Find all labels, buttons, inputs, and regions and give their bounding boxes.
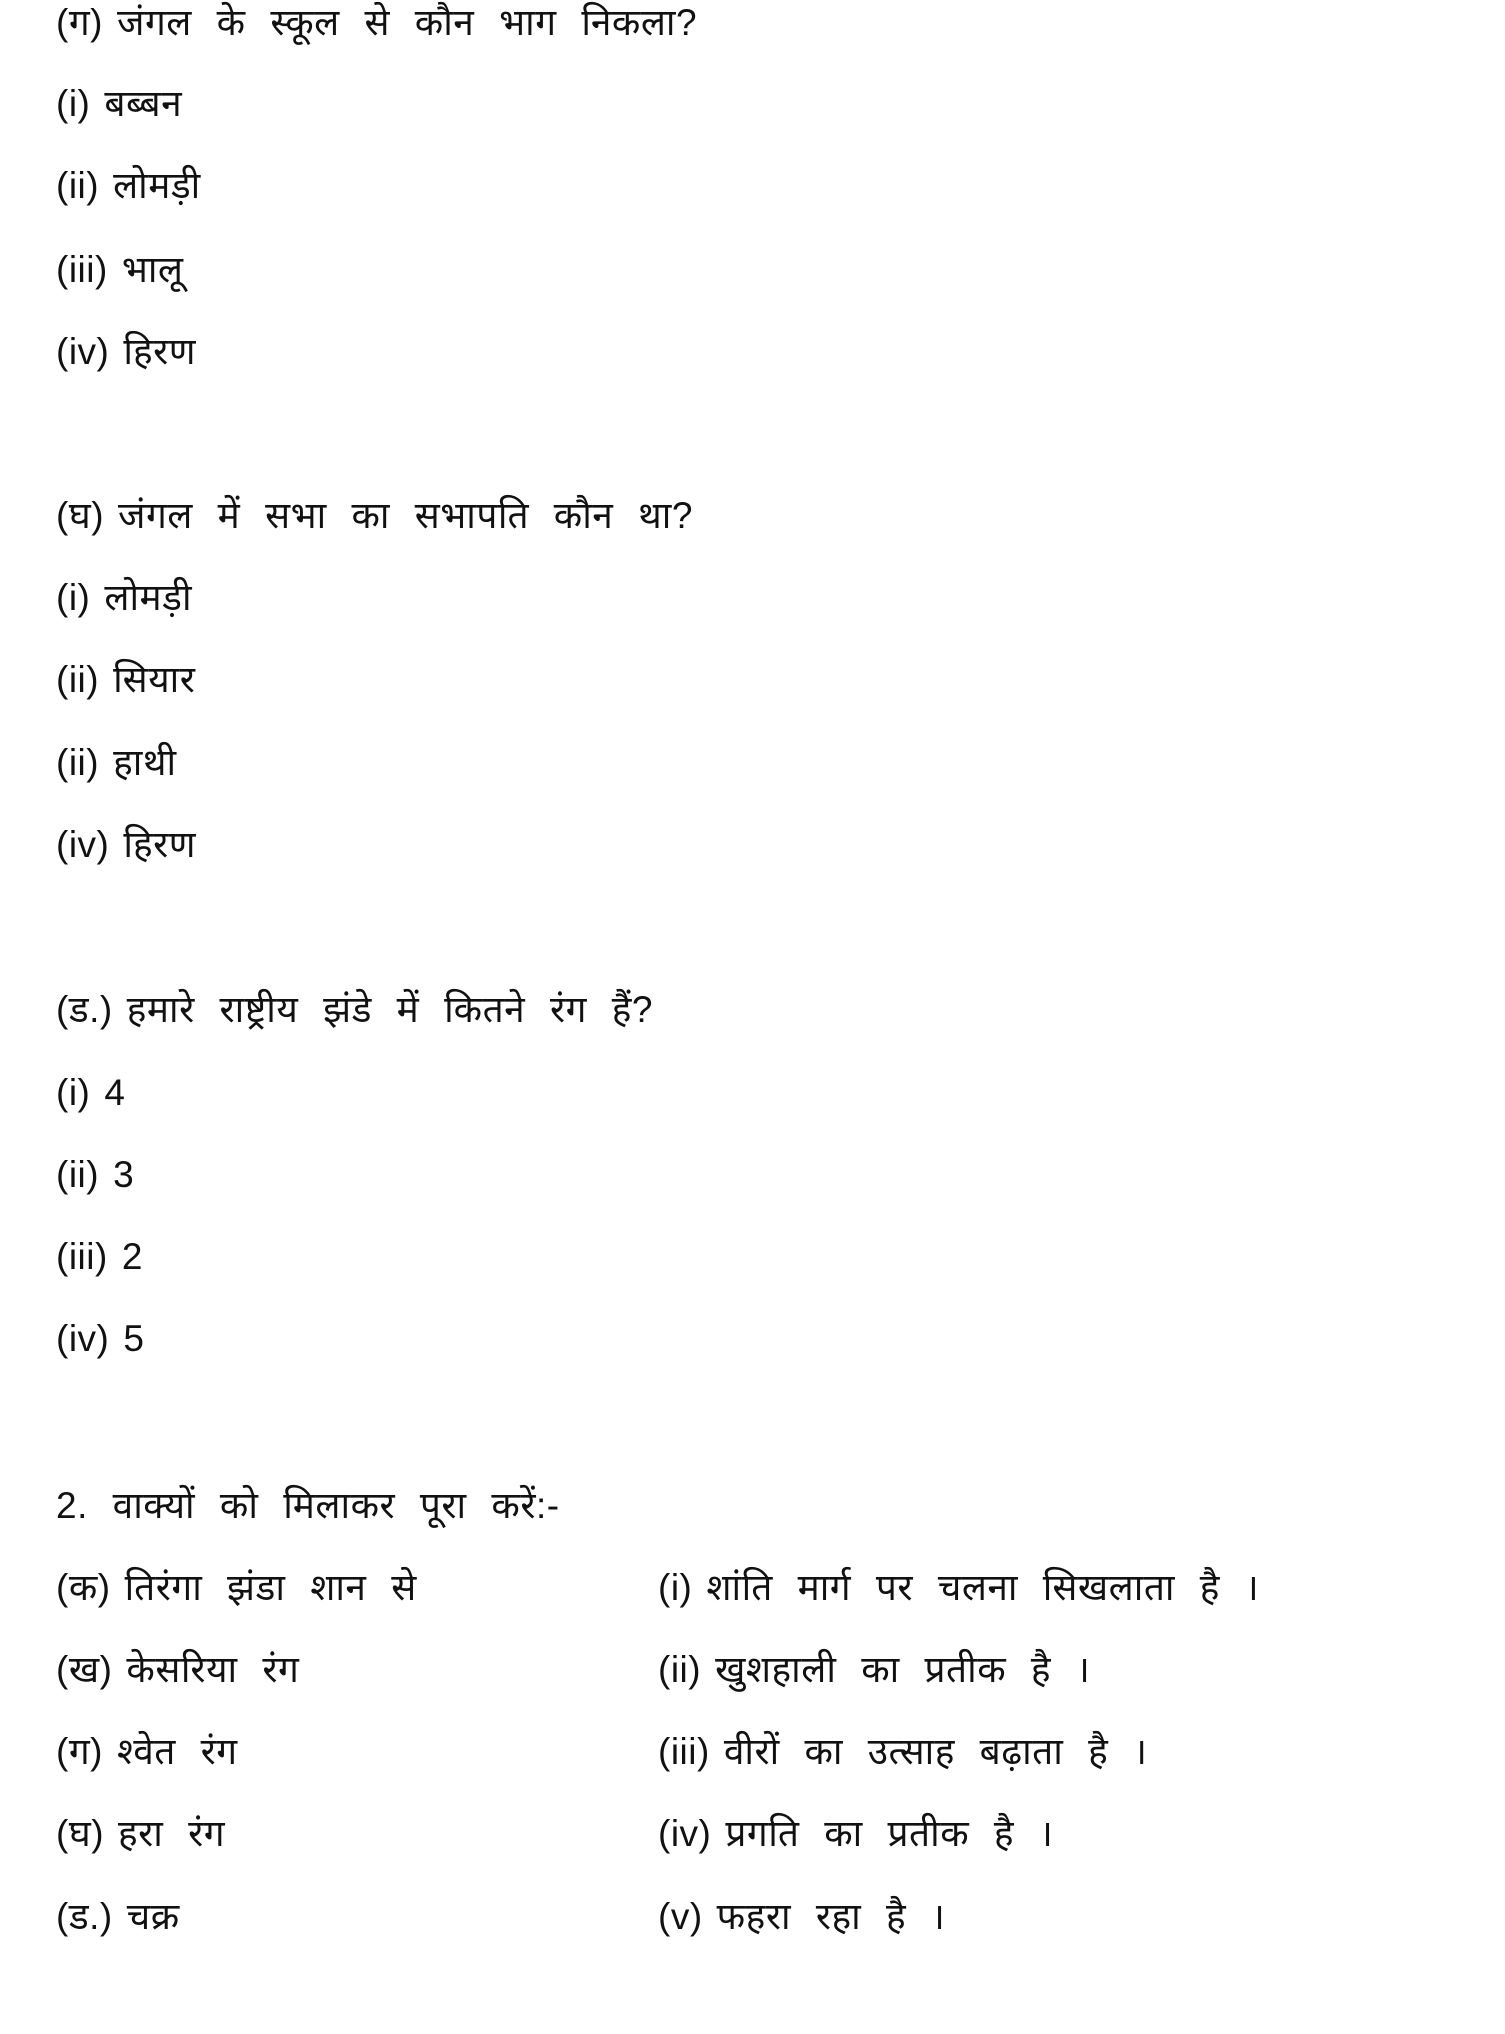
matching-right-marker: (i) bbox=[658, 1567, 693, 1608]
option-marker: (iv) bbox=[56, 1318, 110, 1359]
matching-left-marker: (घ) bbox=[56, 1813, 105, 1854]
matching-right-text: शांति मार्ग पर चलना सिखलाता है । bbox=[706, 1567, 1260, 1608]
option-item bbox=[56, 322, 196, 382]
option-marker: (ii) bbox=[56, 165, 100, 206]
option-marker: (iv) bbox=[56, 824, 110, 865]
matching-left-item bbox=[56, 1640, 299, 1700]
option-item bbox=[56, 1309, 144, 1369]
option-marker: (i) bbox=[56, 1072, 91, 1113]
option-text: 5 bbox=[123, 1318, 145, 1359]
option-text: लोमड़ी bbox=[104, 577, 193, 618]
matching-left-text: चक्र bbox=[126, 1896, 180, 1937]
option-item bbox=[56, 240, 184, 300]
option-item bbox=[56, 1227, 143, 1287]
question-marker: (घ) bbox=[56, 495, 105, 536]
matching-left-text: हरा रंग bbox=[118, 1813, 226, 1854]
matching-right-text: वीरों का उत्साह बढ़ाता है । bbox=[723, 1731, 1148, 1772]
matching-right-item bbox=[658, 1887, 945, 1947]
matching-left-item bbox=[56, 1887, 180, 1947]
option-item bbox=[56, 568, 192, 628]
matching-right-text: खुशहाली का प्रतीक है । bbox=[715, 1649, 1091, 1690]
option-marker: (ii) bbox=[56, 1154, 100, 1195]
question-heading bbox=[56, 980, 653, 1040]
option-text: हाथी bbox=[113, 742, 177, 783]
question-heading bbox=[56, 0, 697, 53]
matching-heading: 2. वाक्यों को मिलाकर पूरा करें:- bbox=[56, 1485, 560, 1526]
matching-left-text: श्वेत रंग bbox=[116, 1731, 238, 1772]
option-item bbox=[56, 74, 182, 134]
option-marker: (i) bbox=[56, 577, 91, 618]
matching-left-marker: (क) bbox=[56, 1567, 111, 1608]
option-text: भालू bbox=[121, 249, 184, 290]
matching-right-item bbox=[658, 1640, 1090, 1700]
matching-right-text: फहरा रहा है । bbox=[716, 1896, 946, 1937]
matching-left-item bbox=[56, 1722, 238, 1782]
option-text: बब्बन bbox=[104, 83, 183, 124]
question-text: जंगल में सभा का सभापति कौन था? bbox=[118, 495, 693, 536]
question-marker: (ड.) bbox=[56, 989, 113, 1030]
option-item bbox=[56, 733, 177, 793]
matching-right-marker: (iii) bbox=[658, 1731, 710, 1772]
matching-left-item bbox=[56, 1804, 225, 1864]
option-text: हिरण bbox=[123, 331, 196, 372]
option-text: 2 bbox=[121, 1236, 143, 1277]
option-text: सियार bbox=[113, 659, 196, 700]
question-heading bbox=[56, 486, 693, 546]
matching-left-text: केसरिया रंग bbox=[126, 1649, 300, 1690]
matching-right-marker: (ii) bbox=[658, 1649, 702, 1690]
option-marker: (i) bbox=[56, 83, 91, 124]
option-marker: (iii) bbox=[56, 249, 108, 290]
matching-right-item bbox=[658, 1804, 1053, 1864]
question-marker: (ग) bbox=[56, 2, 103, 43]
option-item bbox=[56, 815, 196, 875]
matching-left-marker: (ख) bbox=[56, 1649, 113, 1690]
question-text: हमारे राष्ट्रीय झंडे में कितने रंग हैं? bbox=[126, 989, 653, 1030]
matching-left-marker: (ड.) bbox=[56, 1896, 113, 1937]
option-marker: (ii) bbox=[56, 659, 100, 700]
option-item bbox=[56, 650, 195, 710]
matching-right-item bbox=[658, 1722, 1148, 1782]
matching-left-marker: (ग) bbox=[56, 1731, 103, 1772]
option-marker: (iii) bbox=[56, 1236, 108, 1277]
option-marker: (iv) bbox=[56, 331, 110, 372]
matching-left-item bbox=[56, 1558, 417, 1618]
option-text: 3 bbox=[113, 1154, 135, 1195]
option-item bbox=[56, 1063, 125, 1123]
matching-right-marker: (iv) bbox=[658, 1813, 712, 1854]
matching-right-item bbox=[658, 1558, 1259, 1618]
matching-right-marker: (v) bbox=[658, 1896, 703, 1937]
matching-left-text: तिरंगा झंडा शान से bbox=[124, 1567, 417, 1608]
option-text: हिरण bbox=[123, 824, 196, 865]
option-marker: (ii) bbox=[56, 742, 100, 783]
option-text: 4 bbox=[104, 1072, 126, 1113]
question-text: जंगल के स्कूल से कौन भाग निकला? bbox=[116, 2, 698, 43]
option-text: लोमड़ी bbox=[113, 165, 201, 206]
matching-right-text: प्रगति का प्रतीक है । bbox=[725, 1813, 1054, 1854]
option-item bbox=[56, 156, 201, 216]
option-item bbox=[56, 1145, 134, 1205]
